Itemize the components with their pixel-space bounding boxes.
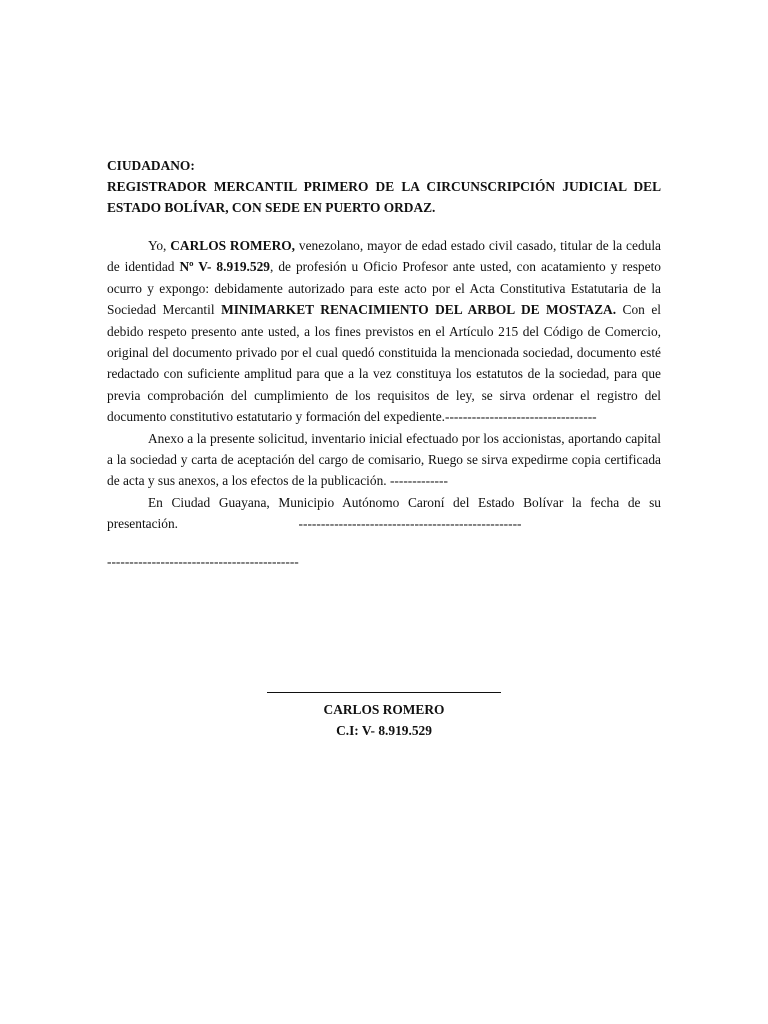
- paragraph-request: [107, 235, 661, 428]
- signature-block: [220, 692, 548, 741]
- signer-name: CARLOS ROMERO: [323, 702, 445, 717]
- document-body: [107, 235, 665, 535]
- text-segment: venezolano, mayor de edad estado civil casado, titular de la cedula de identidad: [107, 238, 661, 275]
- paragraph-place-date: En Ciudad Guayana, Municipio Autónomo Caroní del Estado Bolívar la fecha de su presentación. --------------------------------------------------: [107, 494, 665, 532]
- signature-line: [267, 692, 501, 693]
- text-segment: , de profesión u Oficio Profesor ante usted, con acatamiento y respeto ocurro y expongo: debidamente autorizado para este acto por el Acta Constitutiva Estatutaria de la Sociedad Mercantil: [107, 259, 661, 318]
- addressee-header: [107, 155, 661, 218]
- trailing-dashes: [107, 551, 661, 572]
- text-segment: Yo,: [148, 238, 171, 253]
- company-name: MINIMARKET RENACIMIENTO DEL ARBOL DE MOSTAZA.: [221, 302, 617, 318]
- addressee-salutation: CIUDADANO:: [107, 158, 195, 173]
- addressee-title: REGISTRADOR MERCANTIL PRIMERO DE LA CIRCUNSCRIPCIÓN JUDICIAL DEL ESTADO BOLÍVAR, CON SEDE EN PUERTO ORDAZ.: [107, 179, 661, 215]
- dash-line: -------------------------------------------: [107, 554, 299, 569]
- applicant-id: Nº V- 8.919.529: [179, 259, 270, 275]
- signer-id: C.I: V- 8.919.529: [336, 723, 432, 738]
- applicant-name: CARLOS ROMERO,: [170, 238, 296, 253]
- text-segment: Con el debido respeto presento ante usted, a los fines previstos en el Artículo 215 del Código de Comercio, original del documento privado por el cual quedó constituida la mencionada sociedad, documento esté redactado con suficiente amplitud para que a la vez constituya los estatutos de la sociedad, para que previa comprobación del cumplimiento de los requisitos de ley, se sirva ordenar el registro del documento constitutivo estatutario y formación del expediente.----------------------------------: [107, 302, 661, 425]
- paragraph-annex: Anexo a la presente solicitud, inventario inicial efectuado por los accionistas, aportando capital a la sociedad y carta de aceptación del cargo de comisario, Ruego se sirva expedirme copia certificada de acta y sus anexos, a los efectos de la publicación. -------------: [107, 430, 661, 489]
